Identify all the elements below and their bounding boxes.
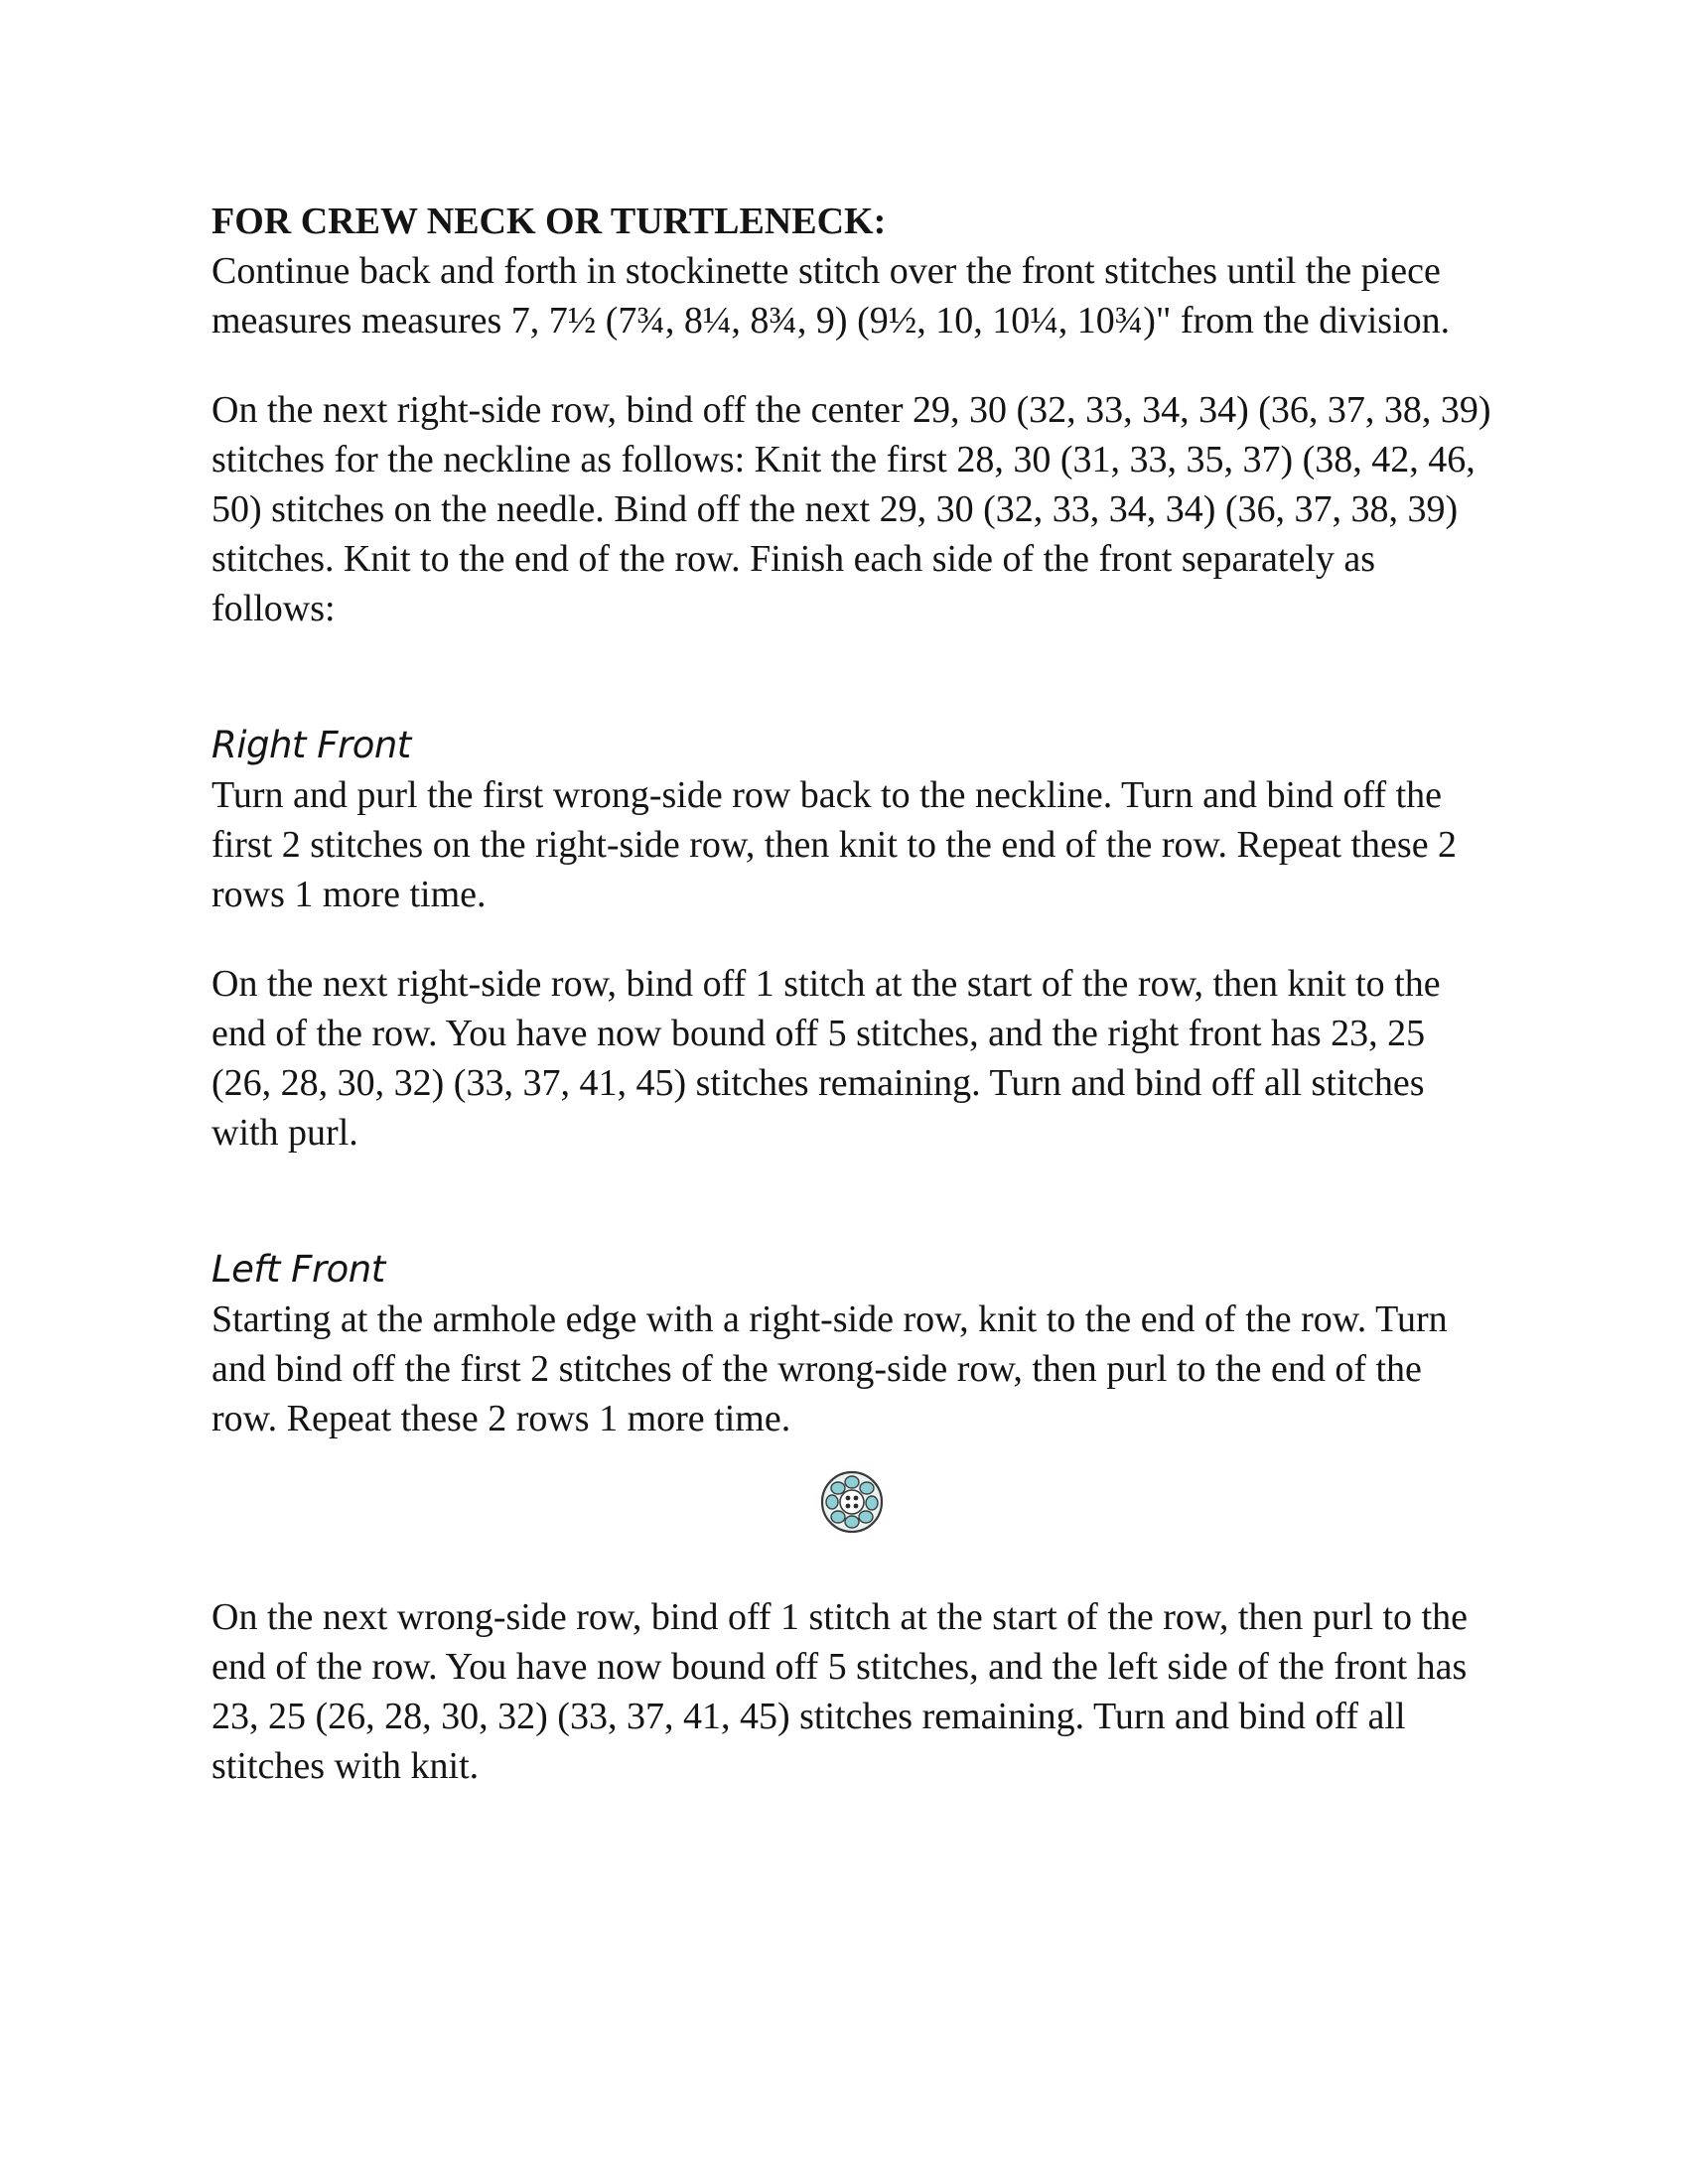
left-front-heading: Left Front <box>211 1248 385 1291</box>
right-front-heading: Right Front <box>211 724 411 766</box>
document-page <box>211 197 1492 1791</box>
crew-neck-paragraph-1: Continue back and forth in stockinette stitch over the front stitches until the piece measures measures 7, 7½ (7¾, 8¼, 8¾, 9) (9½, 10, 10¼, 10¾)" from the division. <box>211 250 1451 341</box>
crew-neck-heading: FOR CREW NECK OR TURTLENECK: <box>211 201 887 242</box>
left-front-paragraph-2: On the next wrong-side row, bind off 1 stitch at the start of the row, then purl to the end of the row. You have now bound off 5 stitches, and the left side of the front has 23, 25 (26, 28, 30, 32) (33, 37, 41, 45) stitches remaining. Turn and bind off all stitches with knit. <box>211 1596 1468 1787</box>
right-front-paragraph-2: On the next right-side row, bind off 1 stitch at the start of the row, then knit to the end of the row. You have now bound off 5 stitches, and the right front has 23, 25 (26, 28, 30, 32) (33, 37, 41, 45) stitches remaining. Turn and bind off all stitches with purl. <box>211 963 1441 1154</box>
ornament-container <box>211 1469 1492 1535</box>
crew-neck-paragraph-2: On the next right-side row, bind off the center 29, 30 (32, 33, 34, 34) (36, 37, 38, 39) stitches for the neckline as follows: Knit the first 28, 30 (31, 33, 35, 37) (38, 42, 46, 50) stitches on the needle. Bind off the next 29, 30 (32, 33, 34, 34) (36, 37, 38, 39) stitches. Knit to the end of the row. Finish each side of the front separately as follows: <box>211 389 1491 629</box>
left-front-paragraph-1: Starting at the armhole edge with a right-side row, knit to the end of the row. Turn and bind off the first 2 stitches of the wrong-side row, then purl to the end of the row. Repeat these 2 rows 1 more time. <box>211 1298 1448 1439</box>
right-front-paragraph-1: Turn and purl the first wrong-side row back to the neckline. Turn and bind off the first 2 stitches on the right-side row, then knit to the end of the row. Repeat these 2 rows 1 more time. <box>211 774 1458 915</box>
button-ornament-icon <box>819 1469 885 1535</box>
